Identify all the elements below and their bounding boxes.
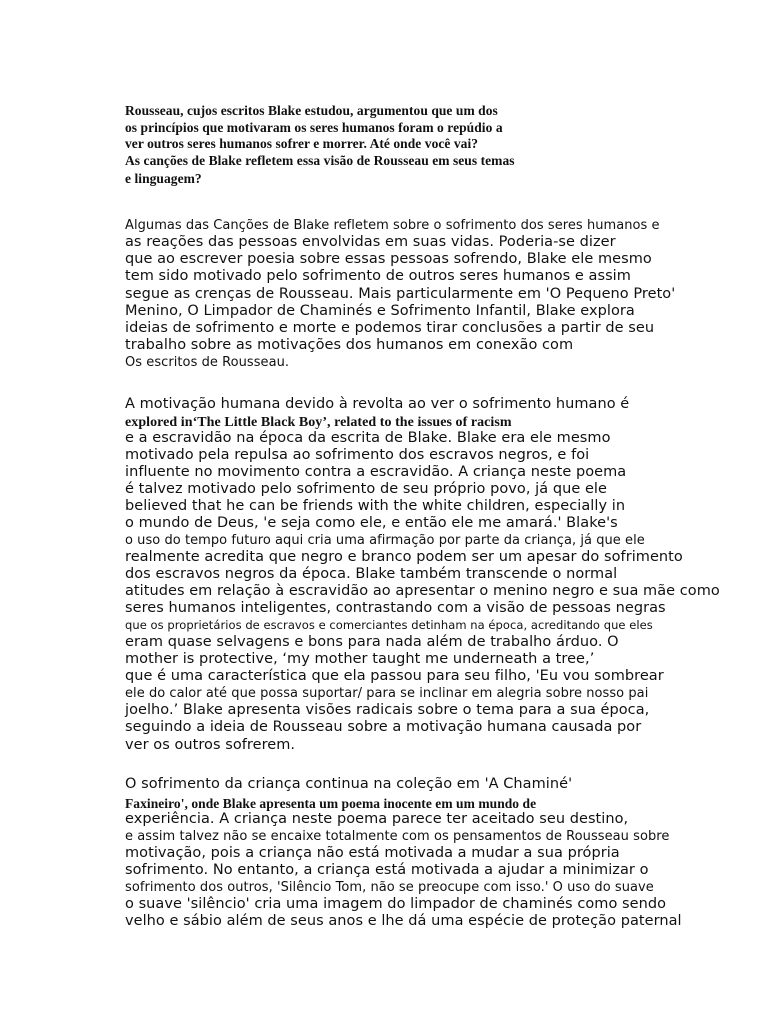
- text-line: Menino, O Limpador de Chaminés e Sofrimento Infantil, Blake explora: [125, 303, 635, 319]
- text-line: ver os outros sofrerem.: [125, 737, 296, 753]
- question-line: os princípios que motivaram os seres humanos foram o repúdio a: [125, 120, 503, 135]
- text-line: A motivação humana devido à revolta ao ver o sofrimento humano é: [125, 396, 630, 412]
- text-line: atitudes em relação à escravidão ao apresentar o menino negro e sua mãe como: [125, 583, 720, 599]
- text-line: motivação, pois a criança não está motivada a mudar a sua própria: [125, 845, 620, 861]
- text-line: influente no movimento contra a escravidão. A criança neste poema: [125, 464, 627, 480]
- text-line: e a escravidão na época da escrita de Blake. Blake era ele mesmo: [125, 430, 611, 446]
- text-line: seres humanos inteligentes, contrastando com a visão de pessoas negras: [125, 600, 666, 616]
- text-line: Faxineiro', onde Blake apresenta um poema inocente em um mundo de: [125, 796, 537, 811]
- text-line: que é uma característica que ela passou para seu filho, 'Eu vou sombrear: [125, 668, 664, 684]
- question-line: e linguagem?: [125, 171, 202, 186]
- text-line: segue as crenças de Rousseau. Mais particularmente em 'O Pequeno Preto': [125, 286, 676, 302]
- text-line: tem sido motivado pelo sofrimento de outros seres humanos e assim: [125, 268, 631, 284]
- text-line: o uso do tempo futuro aqui cria uma afirmação por parte da criança, já que ele: [125, 533, 645, 548]
- text-line: ideias de sofrimento e morte e podemos tirar conclusões a partir de seu: [125, 320, 655, 336]
- text-line: que os proprietários de escravos e comerciantes detinham na época, acreditando que eles: [125, 618, 653, 632]
- text-line: as reações das pessoas envolvidas em suas vidas. Poderia-se dizer: [125, 234, 616, 250]
- text-line: velho e sábio além de seus anos e lhe dá uma espécie de proteção paternal: [125, 913, 682, 929]
- text-line: e assim talvez não se encaixe totalmente com os pensamentos de Rousseau sobre: [125, 829, 670, 844]
- question-line: ver outros seres humanos sofrer e morrer. Até onde você vai?: [125, 136, 479, 151]
- text-line: trabalho sobre as motivações dos humanos em conexão com: [125, 337, 574, 353]
- text-line: realmente acredita que negro e branco podem ser um apesar do sofrimento: [125, 549, 683, 565]
- text-line: motivado pela repulsa ao sofrimento dos escravos negros, e foi: [125, 447, 590, 463]
- text-line: mother is protective, ‘my mother taught me underneath a tree,’: [125, 651, 595, 667]
- text-line: ele do calor até que possa suportar/ para se inclinar em alegria sobre nosso pai: [125, 686, 649, 701]
- text-line: que ao escrever poesia sobre essas pessoas sofrendo, Blake ele mesmo: [125, 251, 652, 267]
- text-line: Algumas das Canções de Blake refletem sobre o sofrimento dos seres humanos e: [125, 218, 660, 233]
- text-line: o suave 'silêncio' cria uma imagem do limpador de chaminés como sendo: [125, 896, 667, 912]
- text-line: é talvez motivado pelo sofrimento de seu próprio povo, já que ele: [125, 481, 607, 497]
- text-line: o mundo de Deus, 'e seja como ele, e então ele me amará.' Blake's: [125, 515, 618, 531]
- text-line: dos escravos negros da época. Blake também transcende o normal: [125, 566, 618, 582]
- text-line: sofrimento dos outros, 'Silêncio Tom, não se preocupe com isso.' O uso do suave: [125, 880, 654, 895]
- text-line: joelho.’ Blake apresenta visões radicais sobre o tema para a sua época,: [125, 702, 650, 718]
- text-line: Os escritos de Rousseau.: [125, 355, 290, 370]
- text-line: sofrimento. No entanto, a criança está motivada a ajudar a minimizar o: [125, 862, 649, 878]
- question-line: As canções de Blake refletem essa visão de Rousseau em seus temas: [125, 153, 515, 168]
- text-line: believed that he can be friends with the white children, especially in: [125, 498, 626, 514]
- text-line: explored in‘The Little Black Boy’, related to the issues of racism: [125, 415, 512, 430]
- text-line: experiência. A criança neste poema parece ter aceitado seu destino,: [125, 811, 629, 827]
- question-line: Rousseau, cujos escritos Blake estudou, argumentou que um dos: [125, 103, 498, 118]
- text-line: seguindo a ideia de Rousseau sobre a motivação humana causada por: [125, 719, 642, 735]
- text-line: eram quase selvagens e bons para nada além de trabalho árduo. O: [125, 634, 619, 650]
- text-line: O sofrimento da criança continua na coleção em 'A Chaminé': [125, 776, 573, 792]
